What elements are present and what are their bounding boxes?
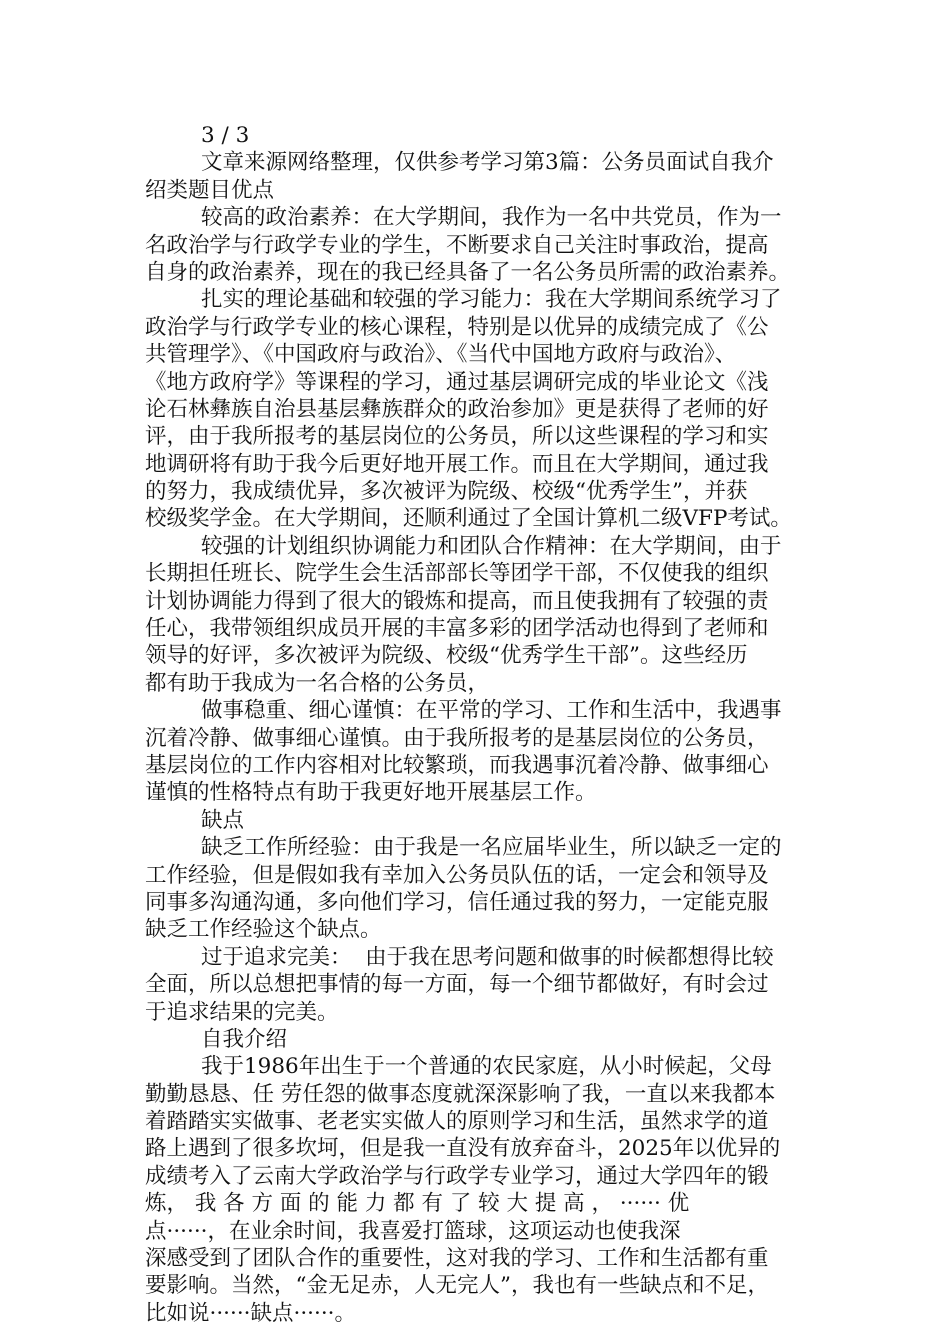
text-line: 缺点	[201, 807, 245, 833]
text-line: 的努力，我成绩优异，多次被评为院级、校级“优秀学生”，并获	[145, 479, 748, 505]
text-line: 炼， 我 各 方 面 的 能 力 都 有 了 较 大 提 高 ， ······ 优	[145, 1191, 690, 1217]
text-line: 工作经验，但是假如我有幸加入公务员队伍的话，一定会和领导及	[145, 862, 769, 888]
text-line: 缺乏工作所经验：由于我是一名应届毕业生，所以缺乏一定的	[201, 835, 782, 861]
text-line: 缺乏工作经验这个缺点。	[145, 917, 382, 943]
text-line: 计划协调能力得到了很大的锻炼和提高，而且使我拥有了较强的责	[145, 588, 769, 614]
text-line: 同事多沟通沟通，多向他们学习，信任通过我的努力，一定能克服	[145, 889, 769, 915]
text-line: 深感受到了团队合作的重要性，这对我的学习、工作和生活都有重	[145, 1246, 769, 1272]
text-line: 任心，我带领组织成员开展的丰富多彩的团学活动也得到了老师和	[145, 616, 769, 642]
text-line: 长期担任班长、院学生会生活部部长等团学干部，不仅使我的组织	[145, 561, 769, 587]
text-line: 做事稳重、细心谨慎：在平常的学习、工作和生活中，我遇事	[201, 698, 782, 724]
text-line: 我于1986年出生于一个普通的农民家庭，从小时候起，父母	[201, 1054, 772, 1080]
text-line: 自我介绍	[201, 1026, 288, 1052]
page-number: 3 / 3	[201, 123, 250, 148]
text-line: 《地方政府学》等课程的学习，通过基层调研完成的毕业论文《浅	[145, 369, 769, 395]
text-line: 都有助于我成为一名合格的公务员，	[145, 670, 490, 696]
text-line: 较强的计划组织协调能力和团队合作精神：在大学期间，由于	[201, 533, 782, 559]
text-line: 文章来源网络整理，仅供参考学习第3篇：公务员面试自我介	[201, 150, 774, 176]
body-text	[145, 122, 815, 1327]
text-line: 地调研将有助于我今后更好地开展工作。而且在大学期间，通过我	[145, 451, 769, 477]
text-line: 谨慎的性格特点有助于我更好地开展基层工作。	[145, 780, 597, 806]
text-line: 着踏踏实实做事、老老实实做人的原则学习和生活，虽然求学的道	[145, 1109, 769, 1135]
text-line: 评，由于我所报考的基层岗位的公务员，所以这些课程的学习和实	[145, 424, 769, 450]
text-line: 勤勤恳恳、任 劳任怨的做事态度就深深影响了我，一直以来我都本	[145, 1081, 776, 1107]
text-line: 名政治学与行政学专业的学生，不断要求自己关注时事政治，提高	[145, 232, 769, 258]
text-line: 路上遇到了很多坎坷，但是我一直没有放弃奋斗，2025年以优异的	[145, 1136, 781, 1162]
text-line: 比如说······缺点······。	[145, 1300, 357, 1326]
text-line: 过于追求完美： 由于我在思考问题和做事的时候都想得比较	[201, 944, 774, 970]
text-line: 共管理学》、《中国政府与政治》、《当代中国地方政府与政治》、	[145, 342, 737, 368]
text-line: 全面，所以总想把事情的每一方面，每一个细节都做好，有时会过	[145, 972, 769, 998]
text-line: 领导的好评，多次被评为院级、校级“优秀学生干部”。这些经历	[145, 643, 748, 669]
text-line: 基层岗位的工作内容相对比较繁琐，而我遇事沉着冷静、做事细心	[145, 752, 769, 778]
text-line: 扎实的理论基础和较强的学习能力：我在大学期间系统学习了	[201, 287, 782, 313]
text-line: 自身的政治素养，现在的我已经具备了一名公务员所需的政治素养。	[145, 259, 791, 285]
text-line: 较高的政治素养：在大学期间，我作为一名中共党员，作为一	[201, 205, 782, 231]
text-line: 点······，在业余时间，我喜爱打篮球，这项运动也使我深	[145, 1218, 681, 1244]
text-line: 政治学与行政学专业的核心课程，特别是以优异的成绩完成了《公	[145, 314, 769, 340]
text-line: 绍类题目优点	[145, 177, 275, 203]
text-line: 沉着冷静、做事细心谨慎。由于我所报考的是基层岗位的公务员，	[145, 725, 769, 751]
text-line: 要影响。当然，“金无足赤，人无完人”，我也有一些缺点和不足，	[145, 1273, 769, 1299]
text-line: 成绩考入了云南大学政治学与行政学专业学习，通过大学四年的锻	[145, 1163, 769, 1189]
text-line: 于追求结果的完美。	[145, 999, 339, 1025]
text-line: 校级奖学金。在大学期间，还顺利通过了全国计算机二级VFP考试。	[145, 506, 792, 532]
text-line: 论石林彝族自治县基层彝族群众的政治参加》更是获得了老师的好	[145, 396, 769, 422]
